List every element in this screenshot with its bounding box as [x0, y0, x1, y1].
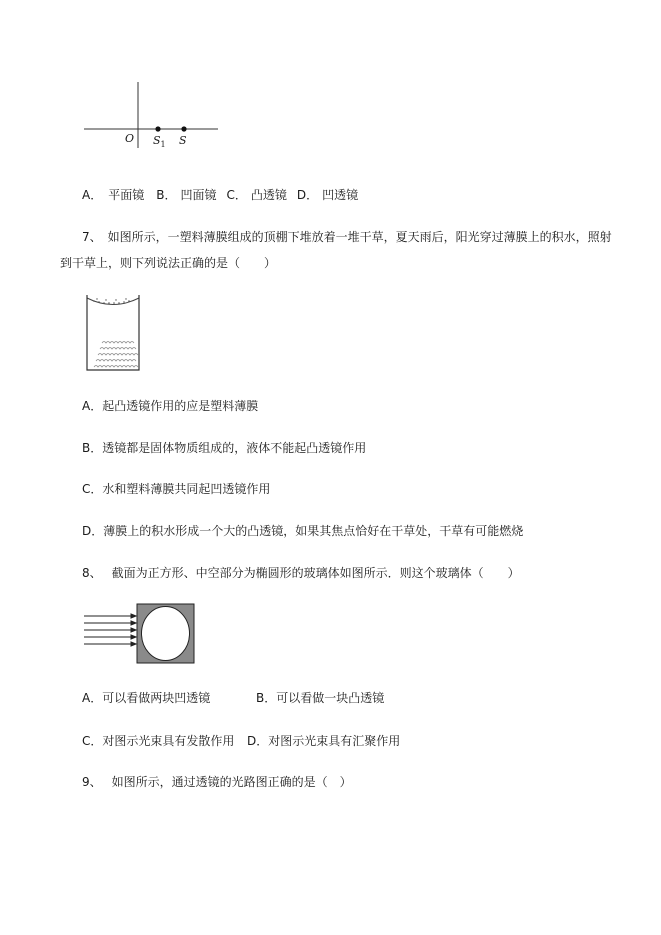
q6-option-b-text: 凹面镜	[180, 188, 217, 202]
origin-label: O	[125, 132, 135, 145]
q6-option-a-letter: A．	[82, 188, 103, 202]
q9-stem	[82, 774, 352, 790]
q7-stem-text: 如图所示，一塑料薄膜组成的顶棚下堆放着一堆干草，夏天雨后，阳光穿过薄膜上的积水，照射	[107, 230, 612, 244]
q7-option-d: D．薄膜上的积水形成一个大的凸透镜，如果其焦点恰好在干草处，干草有可能燃烧	[82, 524, 524, 538]
s1-label: $S_1$	[153, 134, 166, 150]
q6-option-c-letter: C．	[226, 188, 247, 202]
q7-number: 7、	[82, 230, 102, 244]
axis-figure	[82, 80, 222, 152]
glass-block-figure	[82, 603, 196, 665]
q7-option-a: A．起凸透镜作用的应是塑料薄膜	[82, 399, 259, 413]
q8-stem	[82, 565, 520, 581]
q8-option-c: C．对图示光束具有发散作用	[82, 734, 235, 748]
q6-option-c-text: 凸透镜	[250, 188, 287, 202]
q6-option-a-text: 平面镜	[108, 188, 145, 202]
q9-number: 9、	[82, 775, 102, 789]
q6-option-d-text: 凹透镜	[322, 188, 359, 202]
q8-option-d: D．对图示光束具有汇聚作用	[247, 734, 401, 748]
q6-option-b-letter: B．	[156, 188, 177, 202]
q8-number: 8、	[82, 566, 102, 580]
q6-options	[82, 187, 358, 203]
q8-option-a: A．可以看做两块凹透镜	[82, 691, 211, 705]
q7-stem-line2: 到干草上，则下列说法正确的是（ ）	[60, 256, 277, 270]
s-label: S	[179, 134, 187, 147]
q7-option-c: C．水和塑料薄膜共同起凹透镜作用	[82, 482, 271, 496]
q8-stem-text: 截面为正方形、中空部分为椭圆形的玻璃体如图所示．则这个玻璃体（ ）	[111, 566, 520, 580]
q7-option-b: B．透镜都是固体物质组成的，液体不能起凸透镜作用	[82, 441, 367, 455]
q6-option-d-letter: D．	[296, 188, 319, 202]
q7-stem-line1	[82, 229, 612, 245]
greenhouse-figure	[84, 293, 142, 373]
q8-option-b: B．可以看做一块凸透镜	[256, 691, 385, 705]
q9-stem-text: 如图所示，通过透镜的光路图正确的是（ ）	[111, 775, 352, 789]
